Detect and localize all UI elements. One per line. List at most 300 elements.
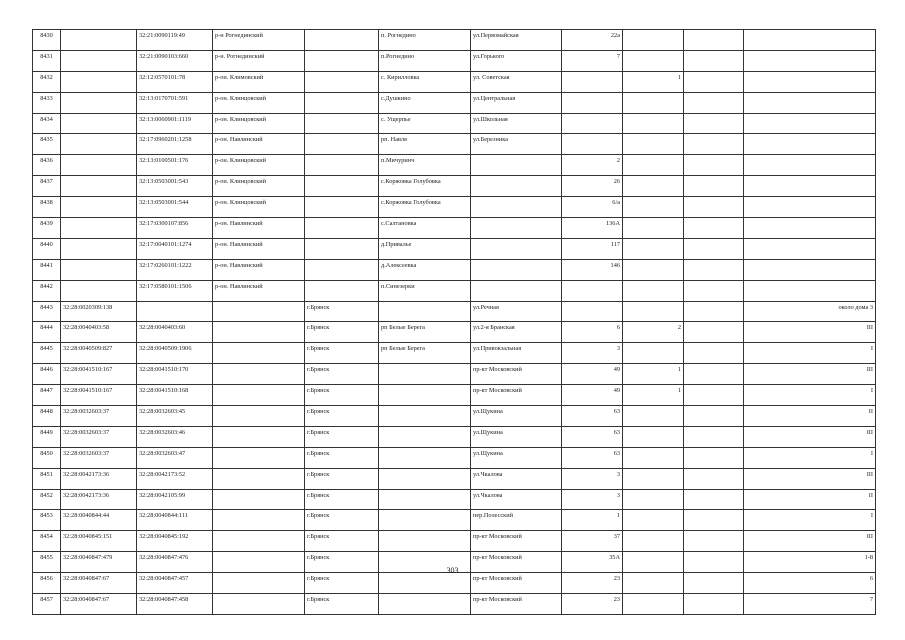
cadastral-number-cell: 32:28:0041510:168 [137, 385, 213, 406]
cadastral-number-cell: 32:28:0040847:457 [137, 573, 213, 594]
city-cell [305, 113, 379, 134]
district-cell [213, 406, 305, 427]
city-cell: г.Брянск [305, 364, 379, 385]
building-cell: 1 [623, 71, 684, 92]
cadastral-parent-cell [61, 238, 137, 259]
street-cell: пр-кт Московский [471, 573, 562, 594]
table-row [33, 447, 876, 468]
row-number-cell: 8443 [33, 301, 61, 322]
settlement-cell [379, 489, 471, 510]
table-row [33, 134, 876, 155]
cadastral-parent-cell [61, 71, 137, 92]
street-cell: ул.Чкалова [471, 489, 562, 510]
settlement-cell: п. Рогнедино [379, 30, 471, 51]
cadastral-number-cell: 32:28:0032603:47 [137, 447, 213, 468]
premises-cell: I [744, 385, 876, 406]
district-cell [213, 531, 305, 552]
row-number-cell: 8454 [33, 531, 61, 552]
building-cell [623, 301, 684, 322]
cadastral-number-cell: 32:28:0040847:476 [137, 552, 213, 573]
flat-cell [684, 301, 744, 322]
district-cell: р-н. Рогнединский [213, 50, 305, 71]
house-cell [562, 280, 623, 301]
flat-cell [684, 594, 744, 615]
cadastral-parent-cell: 32:28:0040509:827 [61, 343, 137, 364]
settlement-cell [379, 426, 471, 447]
cadastral-number-cell: 32:13:0503001:544 [137, 197, 213, 218]
settlement-cell [379, 385, 471, 406]
table-row [33, 489, 876, 510]
row-number-cell: 8437 [33, 176, 61, 197]
flat-cell [684, 364, 744, 385]
flat-cell [684, 92, 744, 113]
house-cell: 6/а [562, 197, 623, 218]
row-number-cell: 8457 [33, 594, 61, 615]
street-cell: пер.Полесский [471, 510, 562, 531]
house-cell: 63 [562, 406, 623, 427]
street-cell: ул.2-я Бранская [471, 322, 562, 343]
premises-cell: III [744, 531, 876, 552]
row-number-cell: 8452 [33, 489, 61, 510]
house-cell: 3 [562, 468, 623, 489]
house-cell [562, 134, 623, 155]
building-cell [623, 489, 684, 510]
flat-cell [684, 426, 744, 447]
cadastral-parent-cell: 32:28:0040845:151 [61, 531, 137, 552]
flat-cell [684, 218, 744, 239]
district-cell [213, 447, 305, 468]
row-number-cell: 8439 [33, 218, 61, 239]
row-number-cell: 8451 [33, 468, 61, 489]
district-cell [213, 301, 305, 322]
house-cell: 23 [562, 573, 623, 594]
house-cell: 35А [562, 552, 623, 573]
flat-cell [684, 259, 744, 280]
cadastral-number-cell: 32:28:0032603:45 [137, 406, 213, 427]
street-cell [471, 176, 562, 197]
table-row [33, 113, 876, 134]
street-cell: ул.Березника [471, 134, 562, 155]
street-cell [471, 280, 562, 301]
district-cell [213, 489, 305, 510]
table-row [33, 92, 876, 113]
cadastral-parent-cell [61, 30, 137, 51]
building-cell [623, 50, 684, 71]
row-number-cell: 8450 [33, 447, 61, 468]
cadastral-number-cell: 32:28:0040509:1906 [137, 343, 213, 364]
premises-cell [744, 155, 876, 176]
settlement-cell: п.Синезерки [379, 280, 471, 301]
flat-cell [684, 280, 744, 301]
cadastral-number-cell: 32:17:0040101:1274 [137, 238, 213, 259]
building-cell [623, 92, 684, 113]
house-cell: 146 [562, 259, 623, 280]
settlement-cell: с. Кирилловка [379, 71, 471, 92]
district-cell: р-он. Клинцовский [213, 113, 305, 134]
cadastral-parent-cell: 32:28:0042173:36 [61, 468, 137, 489]
city-cell [305, 155, 379, 176]
row-number-cell: 8445 [33, 343, 61, 364]
table-row [33, 510, 876, 531]
cadastral-parent-cell: 32:28:0040847:67 [61, 573, 137, 594]
row-number-cell: 8453 [33, 510, 61, 531]
settlement-cell: д.Алексеевка [379, 259, 471, 280]
district-cell [213, 468, 305, 489]
street-cell [471, 259, 562, 280]
district-cell [213, 594, 305, 615]
building-cell: 2 [623, 322, 684, 343]
district-cell [213, 510, 305, 531]
table-row [33, 259, 876, 280]
building-cell [623, 280, 684, 301]
city-cell: г.Брянск [305, 426, 379, 447]
city-cell [305, 92, 379, 113]
street-cell: пр-кт Московский [471, 385, 562, 406]
table-row [33, 197, 876, 218]
street-cell: ул.Привокзальная [471, 343, 562, 364]
table-row [33, 280, 876, 301]
street-cell: ул.Чкалова [471, 468, 562, 489]
premises-cell: II [744, 489, 876, 510]
district-cell: р-он. Клинцовский [213, 92, 305, 113]
settlement-cell: рп Белые Берега [379, 343, 471, 364]
premises-cell [744, 197, 876, 218]
cadastral-number-cell: 32:13:0503001:543 [137, 176, 213, 197]
table-row [33, 50, 876, 71]
cadastral-number-cell: 32:28:0042105:99 [137, 489, 213, 510]
street-cell [471, 155, 562, 176]
flat-cell [684, 113, 744, 134]
row-number-cell: 8430 [33, 30, 61, 51]
flat-cell [684, 406, 744, 427]
premises-cell [744, 71, 876, 92]
settlement-cell: с.Душкино [379, 92, 471, 113]
building-cell: 1 [623, 364, 684, 385]
premises-cell [744, 176, 876, 197]
flat-cell [684, 531, 744, 552]
flat-cell [684, 385, 744, 406]
cadastral-number-cell: 32:28:0041510:170 [137, 364, 213, 385]
cadastral-number-cell: 32:28:0032603:46 [137, 426, 213, 447]
settlement-cell: п.Мичуринч [379, 155, 471, 176]
registry-table [32, 29, 876, 615]
street-cell: пр-кт Московский [471, 364, 562, 385]
city-cell: г.Брянск [305, 510, 379, 531]
premises-cell: I [744, 447, 876, 468]
city-cell: г.Брянск [305, 468, 379, 489]
city-cell [305, 259, 379, 280]
house-cell: 63 [562, 426, 623, 447]
flat-cell [684, 238, 744, 259]
settlement-cell: рп Белые Берега [379, 322, 471, 343]
district-cell: р-он. Клинцовский [213, 176, 305, 197]
row-number-cell: 8432 [33, 71, 61, 92]
building-cell [623, 343, 684, 364]
house-cell: 2 [562, 155, 623, 176]
row-number-cell: 8449 [33, 426, 61, 447]
street-cell: ул.Центральная [471, 92, 562, 113]
cadastral-number-cell: 32:17:0260101:1222 [137, 259, 213, 280]
row-number-cell: 8455 [33, 552, 61, 573]
city-cell: г.Брянск [305, 447, 379, 468]
premises-cell [744, 218, 876, 239]
cadastral-parent-cell [61, 155, 137, 176]
city-cell: г.Брянск [305, 322, 379, 343]
house-cell: 63 [562, 447, 623, 468]
building-cell [623, 113, 684, 134]
row-number-cell: 8444 [33, 322, 61, 343]
row-number-cell: 8456 [33, 573, 61, 594]
district-cell [213, 385, 305, 406]
street-cell: ул.Щукина [471, 406, 562, 427]
table-row [33, 406, 876, 427]
city-cell: г.Брянск [305, 573, 379, 594]
house-cell [562, 92, 623, 113]
city-cell [305, 197, 379, 218]
flat-cell [684, 134, 744, 155]
street-cell: ул.Первомайская [471, 30, 562, 51]
cadastral-number-cell: 32:17:0580101:1506 [137, 280, 213, 301]
city-cell [305, 218, 379, 239]
cadastral-parent-cell: 32:28:0032603:37 [61, 447, 137, 468]
settlement-cell: д.Привалье [379, 238, 471, 259]
house-cell: 49 [562, 364, 623, 385]
table-row [33, 573, 876, 594]
building-cell [623, 218, 684, 239]
city-cell [305, 50, 379, 71]
cadastral-parent-cell [61, 134, 137, 155]
street-cell: ул.Горького [471, 50, 562, 71]
district-cell [213, 364, 305, 385]
house-cell: 23 [562, 594, 623, 615]
district-cell [213, 426, 305, 447]
street-cell: пр-кт Московский [471, 552, 562, 573]
building-cell [623, 406, 684, 427]
cadastral-number-cell: 32:17:0960201:1258 [137, 134, 213, 155]
cadastral-number-cell: 32:13:0060901:1119 [137, 113, 213, 134]
street-cell [471, 238, 562, 259]
building-cell [623, 176, 684, 197]
house-cell: 6 [562, 322, 623, 343]
building-cell [623, 238, 684, 259]
settlement-cell [379, 447, 471, 468]
district-cell: р-он. Клинцовский [213, 155, 305, 176]
registry-table-body [33, 30, 876, 615]
building-cell [623, 134, 684, 155]
house-cell: 1 [562, 510, 623, 531]
street-cell [471, 218, 562, 239]
table-row [33, 468, 876, 489]
row-number-cell: 8448 [33, 406, 61, 427]
settlement-cell: с.Коржовка Голубовка [379, 197, 471, 218]
settlement-cell: рп. Навля [379, 134, 471, 155]
cadastral-parent-cell [61, 92, 137, 113]
district-cell [213, 573, 305, 594]
district-cell [213, 343, 305, 364]
cadastral-number-cell: 32:28:0040403:60 [137, 322, 213, 343]
settlement-cell [379, 573, 471, 594]
settlement-cell [379, 301, 471, 322]
street-cell [471, 197, 562, 218]
building-cell [623, 426, 684, 447]
settlement-cell [379, 468, 471, 489]
cadastral-parent-cell: 32:28:0041510:167 [61, 364, 137, 385]
house-cell [562, 113, 623, 134]
premises-cell [744, 30, 876, 51]
house-cell: 117 [562, 238, 623, 259]
cadastral-number-cell: 32:21:0090103:660 [137, 50, 213, 71]
building-cell [623, 531, 684, 552]
cadastral-parent-cell: 32:28:0042173:36 [61, 489, 137, 510]
table-row [33, 322, 876, 343]
settlement-cell [379, 406, 471, 427]
cadastral-parent-cell [61, 176, 137, 197]
house-cell: 7 [562, 50, 623, 71]
flat-cell [684, 573, 744, 594]
flat-cell [684, 50, 744, 71]
flat-cell [684, 71, 744, 92]
street-cell: ул.Щукина [471, 447, 562, 468]
city-cell [305, 30, 379, 51]
cadastral-number-cell: 32:13:0100501:176 [137, 155, 213, 176]
flat-cell [684, 343, 744, 364]
table-row [33, 364, 876, 385]
district-cell: р-он. Климовский [213, 71, 305, 92]
district-cell: р-он. Навлинский [213, 218, 305, 239]
house-cell: 37 [562, 531, 623, 552]
flat-cell [684, 468, 744, 489]
table-row [33, 176, 876, 197]
settlement-cell: п.Рогнедино [379, 50, 471, 71]
street-cell: ул.Щукина [471, 426, 562, 447]
flat-cell [684, 155, 744, 176]
district-cell: р-он. Навлинский [213, 238, 305, 259]
table-row [33, 531, 876, 552]
cadastral-parent-cell [61, 50, 137, 71]
table-row [33, 155, 876, 176]
cadastral-number-cell: 32:28:0040844:111 [137, 510, 213, 531]
settlement-cell [379, 364, 471, 385]
building-cell [623, 447, 684, 468]
cadastral-parent-cell: 32:28:0040847:67 [61, 594, 137, 615]
street-cell: ул.Речная [471, 301, 562, 322]
city-cell [305, 71, 379, 92]
city-cell: г.Брянск [305, 301, 379, 322]
house-cell: 136А [562, 218, 623, 239]
district-cell: р-н Рогнединский [213, 30, 305, 51]
premises-cell [744, 50, 876, 71]
flat-cell [684, 176, 744, 197]
cadastral-parent-cell: 32:28:0040403:58 [61, 322, 137, 343]
building-cell: 1 [623, 385, 684, 406]
city-cell: г.Брянск [305, 531, 379, 552]
building-cell [623, 510, 684, 531]
house-cell: 49 [562, 385, 623, 406]
house-cell: 3 [562, 343, 623, 364]
premises-cell [744, 238, 876, 259]
cadastral-number-cell: 32:12:0570101:78 [137, 71, 213, 92]
cadastral-parent-cell: 32:28:0020309:138 [61, 301, 137, 322]
flat-cell [684, 30, 744, 51]
row-number-cell: 8435 [33, 134, 61, 155]
settlement-cell [379, 594, 471, 615]
premises-cell [744, 280, 876, 301]
premises-cell: около дома 3 [744, 301, 876, 322]
row-number-cell: 8447 [33, 385, 61, 406]
flat-cell [684, 322, 744, 343]
building-cell [623, 594, 684, 615]
house-cell: 3 [562, 489, 623, 510]
premises-cell: III [744, 468, 876, 489]
city-cell [305, 238, 379, 259]
city-cell: г.Брянск [305, 385, 379, 406]
flat-cell [684, 510, 744, 531]
premises-cell [744, 92, 876, 113]
district-cell: р-он. Навлинский [213, 280, 305, 301]
premises-cell [744, 259, 876, 280]
premises-cell: III [744, 322, 876, 343]
table-row [33, 385, 876, 406]
house-cell [562, 301, 623, 322]
cadastral-number-cell: 32:28:0040845:192 [137, 531, 213, 552]
house-cell: 22а [562, 30, 623, 51]
row-number-cell: 8438 [33, 197, 61, 218]
row-number-cell: 8440 [33, 238, 61, 259]
table-row [33, 426, 876, 447]
cadastral-parent-cell [61, 113, 137, 134]
building-cell [623, 573, 684, 594]
street-cell: ул.Школьная [471, 113, 562, 134]
district-cell [213, 322, 305, 343]
cadastral-parent-cell: 32:28:0040847:479 [61, 552, 137, 573]
street-cell: ул. Советская [471, 71, 562, 92]
row-number-cell: 8434 [33, 113, 61, 134]
cadastral-number-cell: 32:28:0040847:458 [137, 594, 213, 615]
premises-cell: 1-8 [744, 552, 876, 573]
settlement-cell [379, 531, 471, 552]
premises-cell: II [744, 406, 876, 427]
table-row [33, 218, 876, 239]
flat-cell [684, 447, 744, 468]
district-cell: р-он. Клинцовский [213, 197, 305, 218]
table-row [33, 71, 876, 92]
premises-cell: I [744, 343, 876, 364]
settlement-cell [379, 510, 471, 531]
premises-cell: I [744, 510, 876, 531]
table-row [33, 238, 876, 259]
city-cell [305, 134, 379, 155]
building-cell [623, 259, 684, 280]
flat-cell [684, 197, 744, 218]
table-row [33, 343, 876, 364]
table-row [33, 301, 876, 322]
cadastral-number-cell: 32:28:0042173:52 [137, 468, 213, 489]
cadastral-parent-cell [61, 259, 137, 280]
cadastral-parent-cell: 32:28:0032603:37 [61, 426, 137, 447]
city-cell: г.Брянск [305, 406, 379, 427]
cadastral-parent-cell [61, 197, 137, 218]
row-number-cell: 8436 [33, 155, 61, 176]
cadastral-number-cell: 32:13:0170701:591 [137, 92, 213, 113]
premises-cell [744, 113, 876, 134]
building-cell [623, 468, 684, 489]
premises-cell: 7 [744, 594, 876, 615]
settlement-cell: с. Ущерпье [379, 113, 471, 134]
page-number: 303 [446, 566, 459, 575]
building-cell [623, 30, 684, 51]
row-number-cell: 8442 [33, 280, 61, 301]
premises-cell: 6 [744, 573, 876, 594]
